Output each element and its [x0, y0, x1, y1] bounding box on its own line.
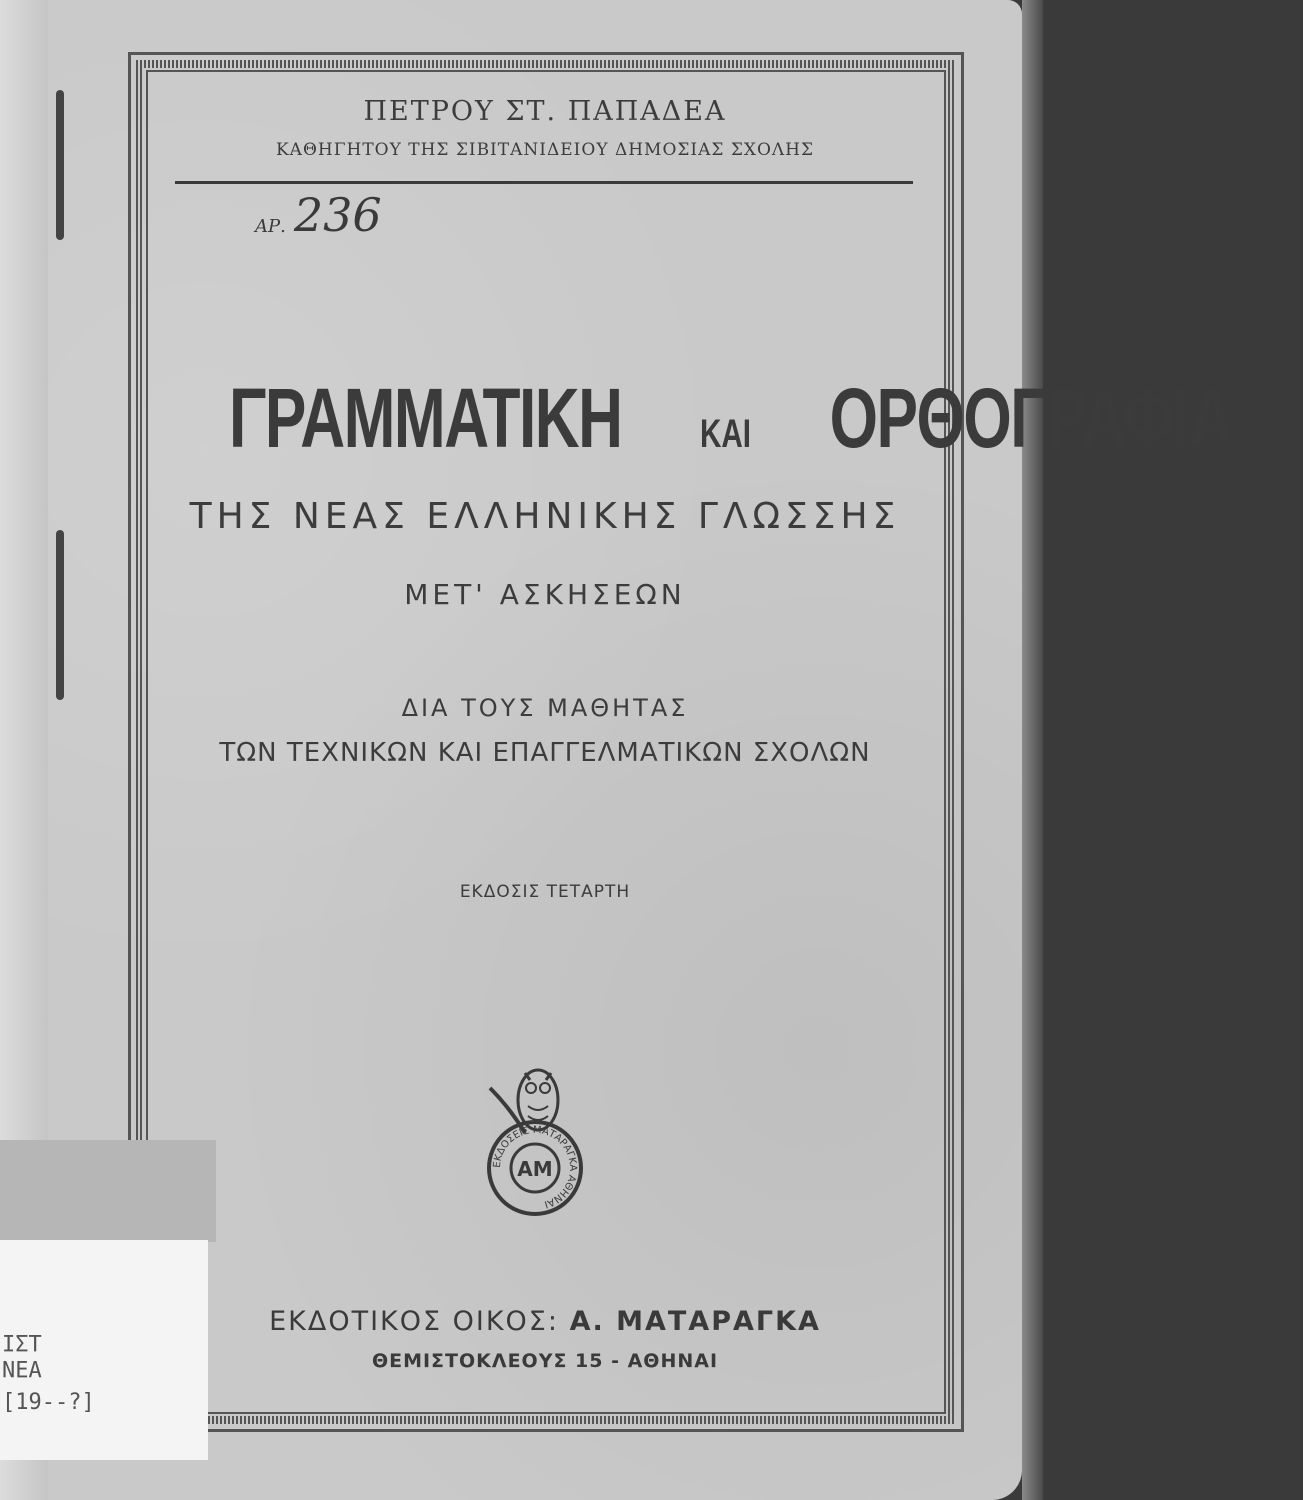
shelf-line3: [19--?]	[2, 1390, 95, 1415]
with-exercises: ΜΕΤ' ΑΣΚΗΣΕΩΝ	[404, 578, 686, 611]
author-name: ΠΕΤΡΟΥ ΣΤ. ΠΑΠΑΔΕΑ	[363, 96, 727, 127]
page-edge-shadow	[1022, 0, 1043, 1500]
catalog-number	[255, 188, 382, 242]
library-sticker-shadow	[0, 1140, 216, 1242]
staple-bottom	[56, 530, 64, 700]
publisher-name: Α. ΜΑΤΑΡΑΓΚΑ	[569, 1306, 821, 1337]
audience-line2: ΤΩΝ ΤΕΧΝΙΚΩΝ ΚΑΙ ΕΠΑΓΓΕΛΜΑΤΙΚΩΝ ΣΧΟΛΩΝ	[219, 738, 871, 768]
audience-line1: ΔΙΑ ΤΟΥΣ ΜΑΘΗΤΑΣ	[401, 694, 689, 722]
library-shelf-label	[0, 1240, 208, 1460]
seal-ring-text: ΕΚΔΟΣΕΙΣ ΜΑΤΑΡΑΓΚΑ ΑΘΗΝΑΙ	[491, 1124, 579, 1210]
title-part2: ΟΡΘΟΓΡΑΦΙΑ	[830, 371, 1233, 465]
owl-publisher-seal-icon	[470, 1058, 600, 1218]
author-affiliation: ΚΑΘΗΓΗΤΟΥ ΤΗΣ ΣΙΒΙΤΑΝΙΔΕΙΟΥ ΔΗΜΟΣΙΑΣ ΣΧΟΛΗΣ	[275, 140, 815, 160]
book-title	[160, 370, 1233, 467]
shelf-line2: ΝΕΑ	[2, 1358, 42, 1383]
subtitle: ΤΗΣ ΝΕΑΣ ΕΛΛΗΝΙΚΗΣ ΓΛΩΣΣΗΣ	[189, 496, 901, 537]
shelf-line1: ΙΣΤ	[2, 1332, 42, 1357]
catalog-value: 236	[293, 188, 382, 242]
publisher-address: ΘΕΜΙΣΤΟΚΛΕΟΥΣ 15 - ΑΘΗΝΑΙ	[371, 1350, 719, 1372]
publisher-label: ΕΚΔΟΤΙΚΟΣ ΟΙΚΟΣ:	[269, 1306, 559, 1337]
seal-monogram: ΑΜ	[517, 1157, 553, 1181]
header-rule	[175, 181, 913, 184]
title-conjunction: ΚΑΙ	[699, 412, 751, 456]
edition: ΕΚΔΟΣΙΣ ΤΕΤΑΡΤΗ	[459, 882, 631, 902]
publisher-line	[150, 1306, 940, 1337]
catalog-prefix: ΑΡ.	[255, 216, 286, 237]
title-part1: ΓΡΑΜΜΑΤΙΚΗ	[228, 371, 622, 465]
staple-top	[56, 90, 64, 240]
